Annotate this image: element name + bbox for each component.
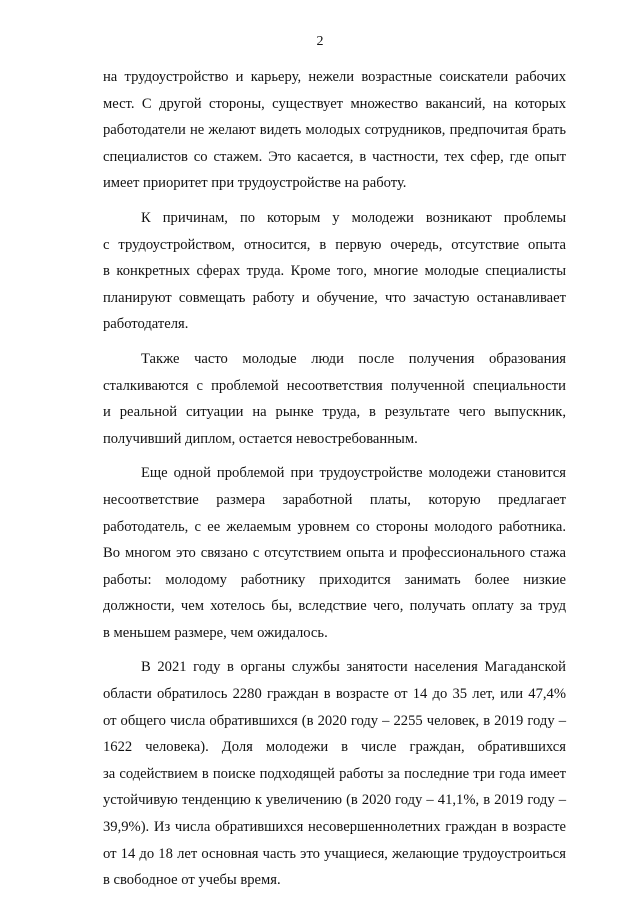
text-line: и реальной ситуации на рынке труда, в результате чего выпускник,	[103, 404, 566, 421]
text-line: в меньшем размере, чем ожидалось.	[103, 624, 328, 641]
paragraph	[103, 460, 566, 646]
text-line: работодатель, с ее желаемым уровнем со стороны молодого работника.	[103, 518, 566, 535]
text-line: имеет приоритет при трудоустройстве на работу.	[103, 175, 407, 192]
text-line: 39,9%). Из числа обратившихся несовершеннолетних граждан в возрасте	[103, 819, 566, 836]
text-line: в свободное от учебы время.	[103, 872, 281, 889]
text-line: области обратилось 2280 граждан в возрасте от 14 до 35 лет, или 47,4%	[103, 686, 566, 703]
text-line: от 14 до 18 лет основная часть это учащиеся, желающие трудоустроиться	[103, 845, 566, 862]
text-line: сталкиваются с проблемой несоответствия полученной специальности	[103, 377, 566, 394]
text-line: получивший диплом, остается невостребованным.	[103, 430, 418, 447]
text-line: В 2021 году в органы службы занятости населения Магаданской	[141, 659, 566, 676]
paragraph	[103, 654, 566, 893]
text-line: 1622 человека). Доля молодежи в числе граждан, обратившихся	[103, 739, 566, 756]
paragraph	[103, 346, 566, 452]
text-line: мест. С другой стороны, существует множество вакансий, на которых	[103, 95, 566, 112]
paragraph	[103, 64, 566, 197]
text-line: с трудоустройством, относится, в первую очередь, отсутствие опыта	[103, 236, 566, 253]
text-line: планируют совмещать работу и обучение, что зачастую останавливает	[103, 289, 566, 306]
text-line: работы: молодому работнику приходится занимать более низкие	[103, 571, 566, 588]
text-line: в конкретных сферах труда. Кроме того, многие молодые специалисты	[103, 263, 566, 280]
text-line: К причинам, по которым у молодежи возникают проблемы	[141, 209, 566, 226]
text-line: устойчивую тенденцию к увеличению (в 2020 году – 41,1%, в 2019 году –	[103, 792, 566, 809]
page-number: 2	[316, 34, 324, 49]
document-body	[103, 64, 566, 894]
text-line: Еще одной проблемой при трудоустройстве молодежи становится	[141, 465, 566, 482]
text-line: работодатели не желают видеть молодых сотрудников, предпочитая брать	[103, 122, 566, 139]
text-line: должности, чем хотелось бы, вследствие чего, получать оплату за труд	[103, 598, 566, 615]
text-line: специалистов со стажем. Это касается, в частности, тех сфер, где опыт	[103, 148, 566, 165]
text-line: за содействием в поиске подходящей работы за последние три года имеет	[103, 765, 566, 782]
paragraph	[103, 205, 566, 338]
text-line: на трудоустройство и карьеру, нежели возрастные соискатели рабочих	[103, 69, 566, 85]
text-line: от общего числа обратившихся (в 2020 году – 2255 человек, в 2019 году –	[103, 712, 566, 729]
text-line: работодателя.	[103, 316, 189, 333]
text-line: несоответствие размера заработной платы, которую предлагает	[103, 491, 566, 508]
text-line: Во многом это связано с отсутствием опыта и профессионального стажа	[103, 545, 566, 562]
text-line: Также часто молодые люди после получения образования	[141, 350, 566, 367]
